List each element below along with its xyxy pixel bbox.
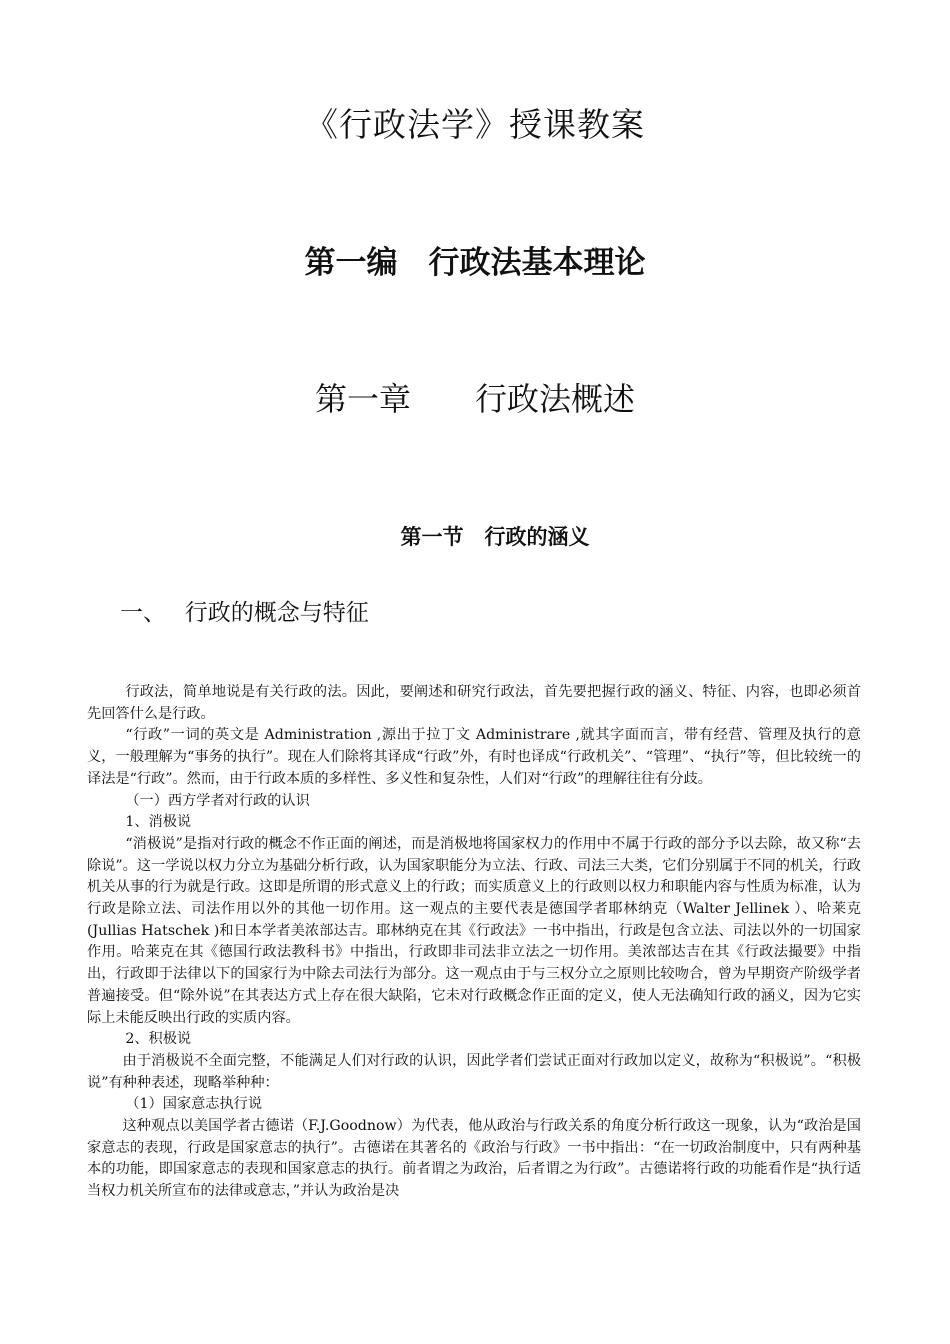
list-heading: （1）国家意志执行说: [125, 1096, 263, 1113]
paragraph: “消极说”是指对行政的概念不作正面的阐述，而是消极地将国家权力的作用中不属于行政的部分予以去除，故又称“去除说”。这一学说以权力分立为基础分析行政，认为国家职能分为立法、行政、司法三大类，它们分别属于不同的机关，行政机关从事的行为就是行政。这即是所谓的形式意义上的行政；而实质意义上的行政则以权力和职能内容与性质为标准，认为行政是除立法、司法作用以外的其他一切作用。这一观点的主要代表是德国学者耶林纳克（Walter Jellinek ）、哈莱克(Jullias Hatschek )和日本学者美浓部达吉。耶林纳克在其《行政法》一书中指出，行政是包含立法、司法以外的一切国家作用。哈莱克在其《德国行政法教科书》中指出，行政即非司法非立法之一切作用。美浓部达吉在其《行政法撮要》中指出，行政即于法律以下的国家行为中除去司法行为部分。这一观点由于与三权分立之原则比较吻合，曾为早期资产阶级学者普遍接受。但“除外说”在其表达方式上存在很大缺陷，它未对行政概念作正面的定义，使人无法确知行政的涵义，因为它实际上未能反映出行政的实质内容。: [87, 835, 861, 1026]
body-text: [87, 682, 861, 1203]
paragraph: 这种观点以美国学者古德诺（F.J.Goodnow）为代表，他从政治与行政关系的角度分析行政这一现象，认为“政治是国家意志的表现，行政是国家意志的执行”。古德诺在其著名的《政治与行政》一书中指出：“在一切政治制度中，只有两种基本的功能，即国家意志的表现和国家意志的执行。前者谓之为政治，后者谓之为行政”。古德诺将行政的功能看作是“执行适当权力机关所宣布的法律或意志，”并认为政治是决: [87, 1118, 861, 1200]
paragraph: 由于消极说不全面完整，不能满足人们对行政的认识，因此学者们尝试正面对行政加以定义，故称为“积极说”。“积极说”有种种表述，现略举种种：: [87, 1052, 861, 1091]
paragraph: 行政法，简单地说是有关行政的法。因此，要阐述和研究行政法，首先要把握行政的涵义、特征、内容，也即必须首先回答什么是行政。: [87, 684, 861, 722]
paragraph: “行政”一词的英文是 Administration ,源出于拉丁文 Administrare ,就其字面而言，带有经营、管理及执行的意义，一般理解为“事务的执行”。现在人们除将其译成“行政”外，有时也译成“行政机关”、“管理”、“执行”等，但比较统一的译法是“行政”。然而，由于行政本质的多样性、多义性和复杂性，人们对“行政”的理解往往有分歧。: [87, 727, 861, 787]
document-title: 《行政法学》授课教案: [305, 105, 645, 144]
subsection-heading: 一、 行政的概念与特征: [120, 600, 369, 626]
list-heading: （一）西方学者对行政的认识: [125, 792, 310, 809]
section-title: 第一节 行政的涵义: [400, 525, 590, 549]
list-heading: 1、消极说: [125, 814, 192, 831]
list-heading: 2、积极说: [125, 1031, 192, 1048]
chapter-title: 第一章 行政法概述: [314, 380, 635, 418]
part-title: 第一编 行政法基本理论: [304, 245, 646, 281]
